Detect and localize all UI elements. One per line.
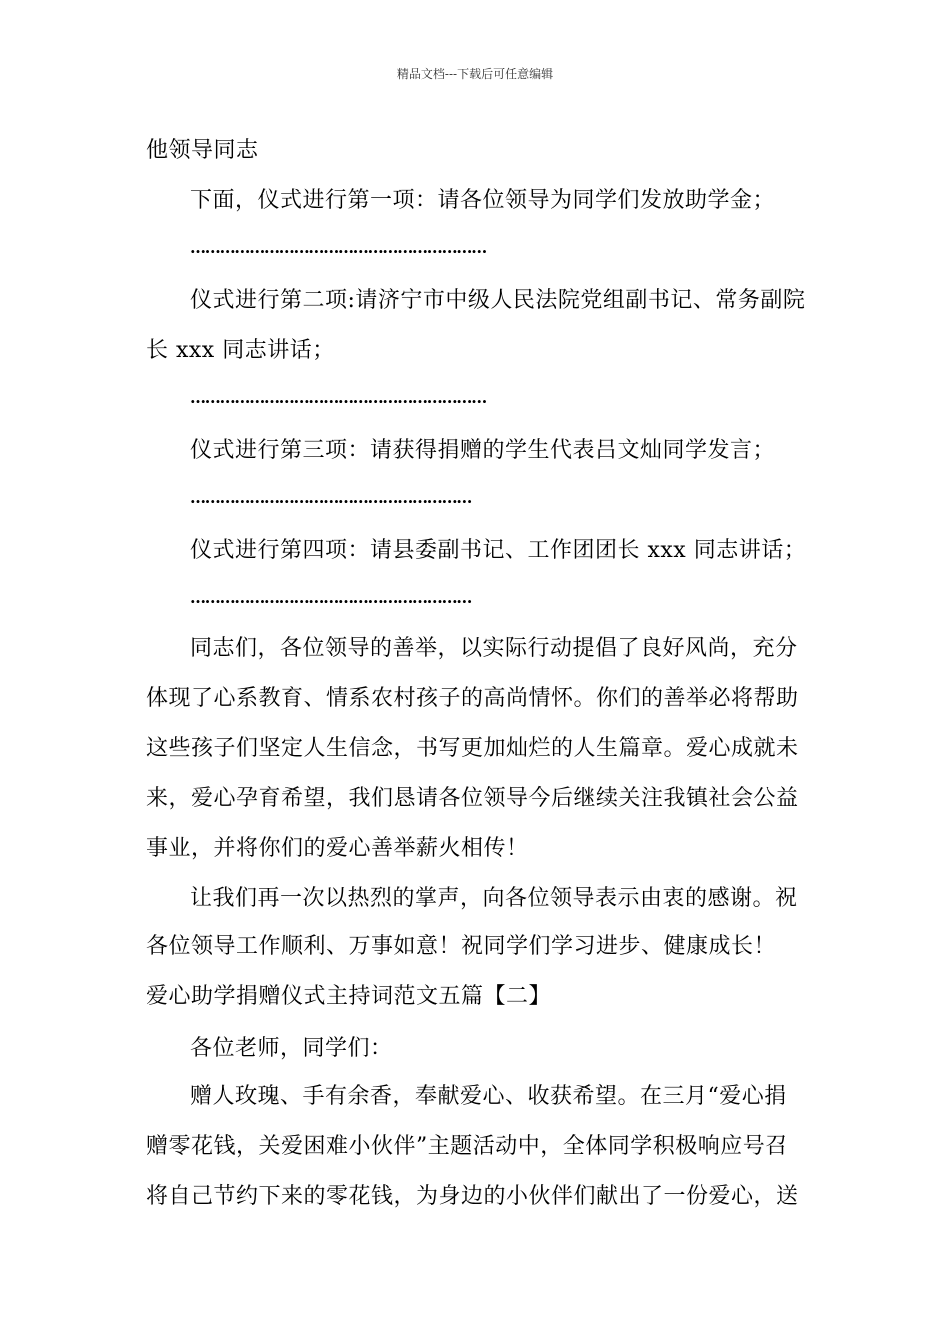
paragraph-line: 赠人玫瑰、手有余香，奉献爱心、收获希望。在三月“爱心捐 <box>190 1084 787 1109</box>
paragraph-line: 将自己节约下来的零花钱，为身边的小伙伴们献出了一份爱心，送 <box>146 1184 799 1209</box>
paragraph-line: 事业，并将你们的爱心善举薪火相传！ <box>146 836 529 861</box>
paragraph-line: 赠零花钱，关爱困难小伙伴”主题活动中，全体同学积极响应号召 <box>146 1134 788 1159</box>
dotted-separator: …………………………………………………… <box>190 388 487 407</box>
paragraph-line: 各位老师，同学们： <box>190 1036 393 1061</box>
paragraph-line: 体现了心系教育、情系农村孩子的高尚情怀。你们的善举必将帮助 <box>146 686 799 711</box>
paragraph-line: 这些孩子们坚定人生信念，书写更加灿烂的人生篇章。爱心成就未 <box>146 736 799 761</box>
paragraph-line: 仪式进行第二项:请济宁市中级人民法院党组副书记、常务副院 <box>190 288 806 313</box>
paragraph-line: 仪式进行第四项：请县委副书记、工作团团长 xxx 同志讲话； <box>190 538 807 563</box>
paragraph-line: 同志们，各位领导的善举，以实际行动提倡了良好风尚，充分 <box>190 636 798 661</box>
dotted-separator: …………………………………………………… <box>190 238 487 257</box>
paragraph-line: 各位领导工作顺利、万事如意！祝同学们学习进步、健康成长！ <box>146 934 777 959</box>
dotted-separator: ………………………………………………… <box>190 488 472 507</box>
section-heading: 爱心助学捐赠仪式主持词范文五篇【二】 <box>146 984 552 1009</box>
page-header: 精品文档---下载后可任意编辑 <box>396 67 554 81</box>
paragraph-line: 来，爱心孕育希望，我们恳请各位领导今后继续关注我镇社会公益 <box>146 786 799 811</box>
dotted-separator: ………………………………………………… <box>190 588 472 607</box>
paragraph-line: 仪式进行第三项：请获得捐赠的学生代表吕文灿同学发言； <box>190 438 776 463</box>
paragraph-line: 下面，仪式进行第一项：请各位领导为同学们发放助学金； <box>190 188 776 213</box>
paragraph-line: 让我们再一次以热烈的掌声，向各位领导表示由衷的感谢。祝 <box>190 886 798 911</box>
paragraph-line: 长 xxx 同志讲话； <box>146 338 335 363</box>
paragraph-line: 他领导同志 <box>146 138 259 163</box>
